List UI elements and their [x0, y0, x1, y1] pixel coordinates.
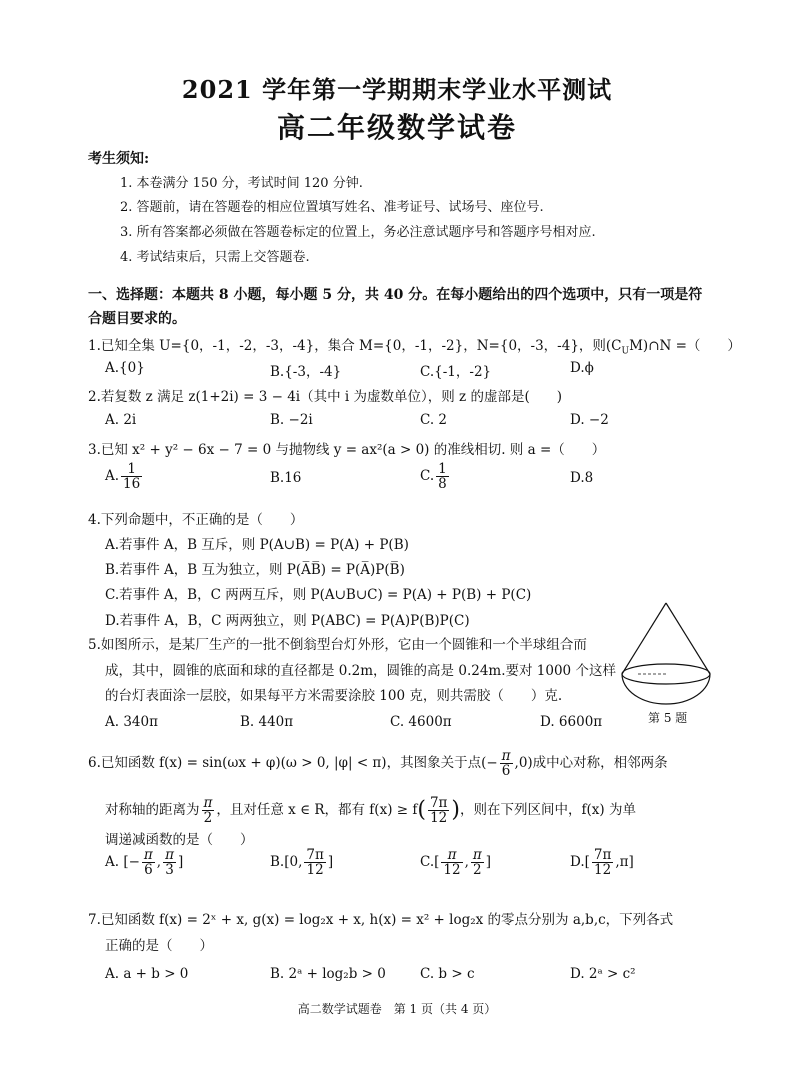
q3-option-a: A. $\frac{1}{16}$ [105, 461, 141, 493]
section-heading: 一、选择题：本题共 8 小题，每小题 5 分，共 40 分。在每小题给出的四个选项中，只有一项是符合题目要求的。 [88, 287, 703, 327]
q2-option-c: C. 2 [420, 412, 448, 428]
q6-option-a: A. [− $\frac{\pi}{6}$ , $\frac{\pi}{3}$ ] [105, 847, 184, 879]
q6-option-b: B.[0, $\frac{7\pi}{12}$ ] [270, 847, 334, 879]
q7-option-a: A. a + b > 0 [105, 966, 189, 982]
q3-option-c: C. $\frac{1}{8}$ [420, 461, 447, 493]
q3-option-d: D.8 [570, 470, 594, 486]
question-6-line: 6.已知函数 f(x) = sin(ωx + φ)(ω > 0, |φ| < π)，其图象关于点(− $\frac{\pi}{6}$ ,0)成中心对称，相邻两条 [88, 747, 668, 779]
question-3: 3.已知 x² + y² − 6x − 7 = 0 与抛物线 y = ax²(a > 0) 的准线相切. 则 a =（ ） [88, 442, 606, 458]
page-footer: 高二数学试题卷 第 1 页（共 4 页） [297, 1002, 497, 1016]
exam-title: 2021 学年第一学期期末学业水平测试 [181, 75, 613, 104]
question-5-line: 的台灯表面涂一层胶，如果每平方米需要涂胶 100 克，则共需胶（ ）克. [105, 688, 563, 704]
cone-left-edge [622, 603, 666, 674]
q5-option-a: A. 340π [105, 714, 158, 730]
q5-option-c: C. 4600π [390, 714, 452, 730]
notice-heading: 考生须知: [88, 151, 150, 167]
q4-option-a: A.若事件 A，B 互斥，则 P(A∪B) = P(A) + P(B) [105, 537, 409, 553]
notice-item: 2. 答题前，请在答题卷的相应位置填写姓名、准考证号、试场号、座位号. [120, 200, 544, 215]
q6-option-c: C.[ $\frac{\pi}{12}$ , $\frac{\pi}{2}$ ] [420, 847, 492, 879]
q3-option-b: B.16 [270, 470, 302, 486]
q1-option-a: A.{0} [105, 360, 145, 376]
notice-item: 3. 所有答案都必须做在答题卷标定的位置上，务必注意试题序号和答题序号相对应. [120, 225, 596, 240]
question-6-line: 对称轴的距离为 $\frac{\pi}{2}$ ，且对任意 x ∈ R，都有 f(x) ≥ f( $\frac{7\pi}{12}$ )，则在下列区间中，f(x) 为单 [105, 794, 636, 826]
question-7-line: 正确的是（ ） [105, 938, 213, 954]
hemisphere-arc [622, 674, 710, 704]
question-2: 2.若复数 z 满足 z(1+2i) = 3 − 4i（其中 i 为虚数单位），则 z 的虚部是( ) [88, 389, 562, 405]
q1-option-c: C.{-1，-2} [420, 364, 492, 380]
q4-option-b: B.若事件 A，B 互为独立，则 P(A̅B̅) = P(A̅)P(B̅) [105, 562, 405, 578]
cone-right-edge [666, 603, 710, 674]
question-4: 4.下列命题中，不正确的是（ ） [88, 512, 304, 528]
question-5-line: 成，其中，圆锥的底面和球的直径都是 0.2m，圆锥的高是 0.24m.要对 1000 个这样 [105, 663, 616, 679]
q1-option-d: D.ϕ [570, 360, 594, 376]
question-5-line: 5.如图所示，是某厂生产的一批不倒翁型台灯外形，它由一个圆锥和一个半球组合而 [88, 637, 587, 653]
lamp-figure [618, 600, 718, 708]
q5-option-d: D. 6600π [540, 714, 603, 730]
q4-option-d: D.若事件 A，B，C 两两独立，则 P(ABC) = P(A)P(B)P(C) [105, 613, 470, 629]
q2-option-d: D. −2 [570, 412, 609, 428]
exam-subtitle: 高二年级数学试卷 [276, 111, 517, 144]
q7-option-c: C. b > c [420, 966, 475, 982]
question-6-line: 调递减函数的是（ ） [105, 832, 254, 848]
q2-option-b: B. −2i [270, 412, 313, 428]
question-7-line: 7.已知函数 f(x) = 2ˣ + x, g(x) = log₂x + x, h(x) = x² + log₂x 的零点分别为 a,b,c，下列各式 [88, 912, 674, 928]
question-1: 1.已知全集 U={0，-1，-2，-3，-4}，集合 M={0，-1，-2}，N={0，-3，-4}，则$(C_UM)\cap N$ =（ ） [88, 338, 741, 357]
notice-item: 1. 本卷满分 150 分，考试时间 120 分钟. [120, 176, 363, 191]
q7-option-d: D. 2ᵃ > c² [570, 966, 636, 982]
q4-option-c: C.若事件 A，B，C 两两互斥，则 P(A∪B∪C) = P(A) + P(B) + P(C) [105, 587, 532, 603]
q2-option-a: A. 2i [105, 412, 137, 428]
q6-option-d: D.[ $\frac{7\pi}{12}$ ,π] [570, 847, 634, 879]
q7-option-b: B. 2ᵃ + log₂b > 0 [270, 966, 386, 982]
q5-option-b: B. 440π [240, 714, 294, 730]
q1-option-b: B.{-3，-4} [270, 364, 342, 380]
figure-caption: 第 5 题 [648, 711, 688, 725]
notice-item: 4. 考试结束后，只需上交答题卷. [120, 250, 310, 265]
